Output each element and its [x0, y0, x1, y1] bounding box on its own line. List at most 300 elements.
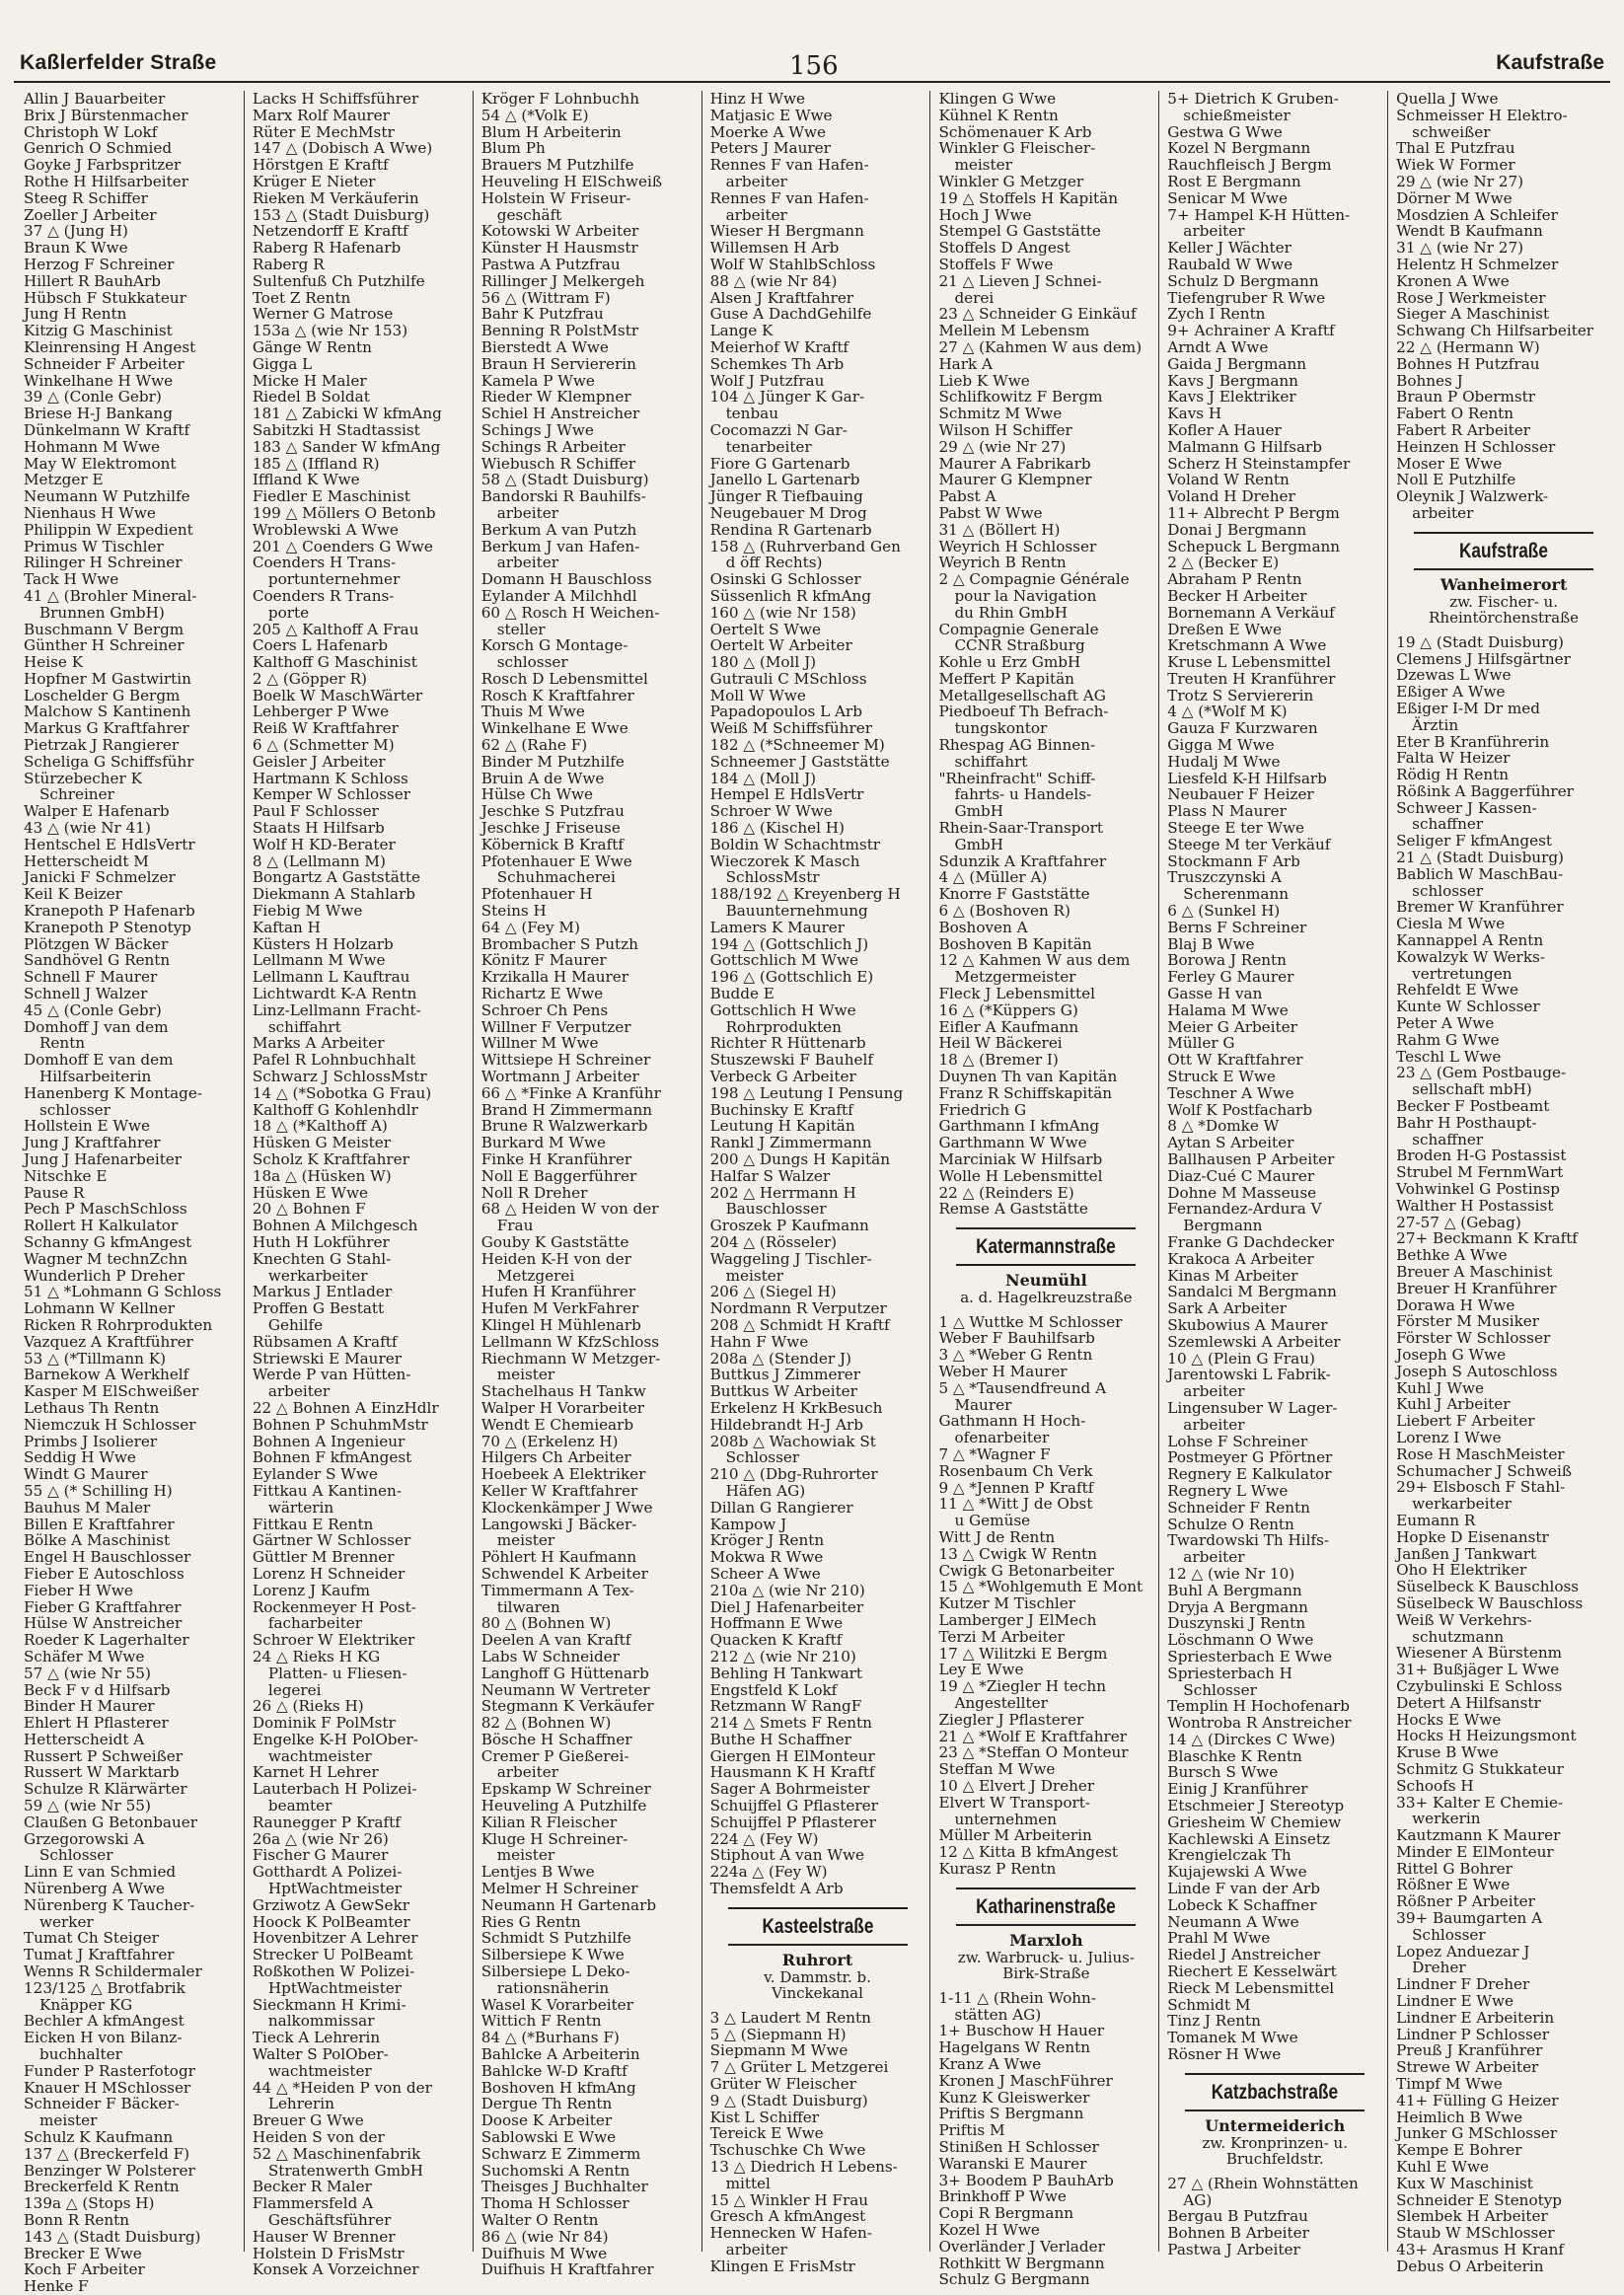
district-label: Neumühl: [1005, 1271, 1087, 1291]
list-item: Maurer G Klempner: [938, 471, 1092, 489]
list-item: Rankl J Zimmermann: [709, 1134, 872, 1152]
list-item: 64 △ (Fey M): [480, 918, 580, 936]
column-4: [702, 90, 931, 2275]
list-item: Braun K Wwe: [24, 239, 128, 258]
list-item: 186 △ (Kischel H): [709, 819, 845, 838]
list-item: 86 △ (wie Nr 84): [480, 2227, 609, 2246]
list-item: 41+ Fülling G Heizer: [1396, 2091, 1559, 2110]
list-item: Lauterbach H Polizei-: [252, 1780, 417, 1799]
list-item: Kowalzyk W Werks-: [1396, 947, 1545, 966]
list-item: Lobeck K Schaffner: [1167, 1895, 1317, 1914]
list-item: 5+ Dietrich K Gruben-: [1167, 90, 1339, 108]
list-item: Hark A: [938, 354, 993, 373]
list-item: Wasel K Vorarbeiter: [480, 1995, 633, 2014]
list-item: 204 △ (Rösseler): [709, 1232, 838, 1251]
list-item: Thuis M Wwe: [480, 703, 585, 721]
list-item: Oho H Elektriker: [1396, 1561, 1527, 1580]
list-item: Waranski E Maurer: [938, 2154, 1087, 2173]
list-item: Knechten G Stahl-: [252, 1249, 392, 1268]
list-item: Iffland K Wwe: [252, 471, 360, 489]
list-item: mittel: [725, 2174, 771, 2192]
list-item: Truszczynski A: [1167, 868, 1282, 887]
list-item: Wieczorek K Masch: [709, 851, 860, 870]
list-item: Ott W Kraftfahrer: [1167, 1051, 1303, 1070]
list-item: Pastwa A Putzfrau: [480, 255, 621, 273]
list-item: 205 △ Kalthoff A Frau: [252, 620, 419, 638]
list-item: Plass N Maurer: [1167, 802, 1287, 821]
list-item: 188/192 △ Kreyenberg H: [709, 885, 901, 904]
list-item: Debus O Arbeiterin: [1396, 2257, 1544, 2275]
list-item: 200 △ Dungs H Kapitän: [709, 1150, 890, 1168]
list-item: 15 △ Winkler H Frau: [709, 2190, 869, 2209]
list-item: 180 △ (Moll J): [709, 653, 817, 672]
list-item: Heil W Bäckerei: [938, 1034, 1063, 1053]
list-item: Budde E: [709, 985, 775, 1003]
list-item: Trotz S Serviererin: [1167, 686, 1314, 704]
list-item: meister: [725, 1266, 783, 1285]
district-label: Marxloh: [1009, 1930, 1083, 1950]
list-item: u Gemüse: [954, 1512, 1031, 1530]
list-item: Grziwotz A GewSekr: [252, 1895, 409, 1914]
list-item: Rilinger H Schreiner: [24, 554, 183, 572]
list-item: portunternehmer: [267, 570, 401, 589]
list-item: Metzgerei: [496, 1266, 575, 1285]
list-item: Brunnen GmbH): [39, 603, 165, 622]
list-item: 3 △ Laudert M Rentn: [709, 2008, 871, 2027]
list-item: Ziegler J Pflasterer: [938, 1710, 1084, 1729]
list-item: meister: [496, 1366, 555, 1384]
list-item: Raubald W Wwe: [1167, 255, 1293, 273]
list-item: Hoffmann E Wwe: [709, 1614, 844, 1633]
list-item: Schneider F Bäcker-: [24, 2095, 180, 2113]
list-item: Lamers K Maurer: [709, 918, 846, 936]
list-item: derei: [954, 288, 995, 307]
list-item: Rennes F van Hafen-: [709, 156, 869, 175]
list-item: Heinzen H Schlosser: [1396, 437, 1556, 456]
header-street-end: Kaufstraße: [1496, 51, 1604, 74]
list-item: Schings J Wwe: [480, 420, 594, 439]
list-item: Breckerfeld K Rentn: [24, 2178, 180, 2196]
list-item: Konsek A Vorzeichner: [252, 2260, 419, 2279]
list-item: 206 △ (Siegel H): [709, 1283, 837, 1301]
list-item: Fiedler E Maschinist: [252, 487, 410, 506]
page-number: 156: [789, 51, 839, 81]
list-item: Stuszewski F Bauhelf: [709, 1051, 873, 1070]
list-item: 55 △ (* Schilling H): [24, 1481, 173, 1500]
list-item: Schneider E Stenotyp: [1396, 2190, 1563, 2209]
list-item: 24 △ Rieks H KG: [252, 1647, 381, 1666]
list-item: Lopez Anduezar J: [1396, 1942, 1530, 1961]
list-item: Kalthoff G Maschinist: [252, 653, 417, 672]
list-item: Schlosser: [39, 1846, 113, 1865]
list-item: Lichtwardt K-A Rentn: [252, 985, 417, 1003]
list-item: Teschl L Wwe: [1396, 1047, 1502, 1066]
list-item: Raberg R Hafenarb: [252, 239, 402, 258]
list-item: Weyrich H Schlosser: [938, 537, 1097, 555]
list-item: 16 △ (*Küppers G): [938, 1000, 1078, 1019]
list-item: Meier G Arbeiter: [1167, 1017, 1297, 1036]
list-item: 3+ Boodem P BauhArb: [938, 2171, 1114, 2189]
list-item: Eßiger I-M Dr med: [1396, 699, 1540, 717]
list-item: Buthe H Schaffner: [709, 1730, 851, 1748]
list-item: Boshoven H kfmAng: [480, 2078, 636, 2097]
list-item: Beck F v d Hilfsarb: [24, 1680, 171, 1699]
list-item: Brune R Walzwerkarb: [480, 1117, 648, 1136]
list-item: tenbau: [725, 405, 779, 423]
list-item: Stockmann F Arb: [1167, 851, 1300, 870]
list-item: 18 △ (Bremer I): [938, 1051, 1059, 1070]
list-item: Hocks E Wwe: [1396, 1710, 1502, 1729]
list-item: beamter: [267, 1797, 332, 1815]
list-item: Claußen G Betonbauer: [24, 1813, 197, 1831]
list-item: Bahr K Putzfrau: [480, 305, 604, 324]
list-item: Nordmann R Verputzer: [709, 1299, 887, 1318]
list-item: Gaida J Bergmann: [1167, 354, 1307, 373]
list-item: Kinas M Arbeiter: [1167, 1266, 1298, 1285]
list-item: Dreher: [1412, 1959, 1466, 1977]
list-item: Fleck J Lebensmittel: [938, 985, 1095, 1003]
list-item: 7+ Hampel K-H Hütten-: [1167, 205, 1351, 224]
list-item: Pafel R Lohnbuchhalt: [252, 1051, 416, 1070]
list-item: 57 △ (wie Nr 55): [24, 1664, 151, 1682]
list-item: 39 △ (Conle Gebr): [24, 388, 162, 407]
list-item: Kitzig G Maschinist: [24, 322, 173, 340]
list-item: 196 △ (Gottschlich E): [709, 968, 874, 987]
list-item: Gathmann H Hoch-: [938, 1412, 1086, 1431]
list-item: schaffner: [1412, 815, 1484, 834]
list-item: Riedel J Anstreicher: [1167, 1946, 1321, 1964]
list-item: Sieger A Maschinist: [1396, 305, 1550, 324]
list-item: Marks A Arbeiter: [252, 1034, 385, 1053]
list-item: Duszynski J Rentn: [1167, 1614, 1306, 1633]
list-item: Tumat J Kraftfahrer: [24, 1946, 175, 1964]
list-item: Fittkau A Kantinen-: [252, 1481, 402, 1500]
list-item: Halfar S Walzer: [709, 1166, 831, 1185]
list-item: Lellmann W KfzSchloss: [480, 1332, 660, 1351]
list-item: Sark A Arbeiter: [1167, 1299, 1287, 1318]
list-item: Striewski E Maurer: [252, 1349, 402, 1368]
list-item: Schmidt S Putzhilfe: [480, 1929, 631, 1948]
list-item: Raunegger P Kraftf: [252, 1813, 401, 1831]
list-item: Schemkes Th Arb: [709, 354, 845, 373]
list-item: Kuhl J Arbeiter: [1396, 1395, 1511, 1414]
list-item: schlosser: [496, 653, 568, 672]
list-item: Mellein M Lebensm: [938, 322, 1090, 340]
list-item: buchhalter: [39, 2045, 122, 2064]
list-item: Buttkus W Arbeiter: [709, 1382, 857, 1401]
list-item: Schnell J Walzer: [24, 985, 148, 1003]
list-item: 82 △ (Bohnen W): [480, 1714, 612, 1733]
list-item: Lindner P Schlosser: [1396, 2025, 1550, 2043]
list-item: Hoock K PolBeamter: [252, 1912, 410, 1931]
list-item: Dryja A Bergmann: [1167, 1597, 1308, 1616]
list-item: Blum Ph: [480, 139, 546, 158]
list-item: Bergau B Putzfrau: [1167, 2207, 1308, 2226]
list-item: Oertelt S Wwe: [709, 620, 821, 638]
list-item: 224 △ (Fey W): [709, 1829, 819, 1848]
list-item: Templin H Hochofenarb: [1167, 1697, 1351, 1716]
list-item: Wroblewski A Wwe: [252, 520, 399, 539]
list-item: Copi R Bergmann: [938, 2204, 1074, 2223]
list-item: Könitz F Maurer: [480, 951, 607, 970]
list-item: Franke G Dachdecker: [1167, 1232, 1335, 1251]
list-item: Steege E ter Wwe: [1167, 819, 1305, 838]
list-item: Compagnie Generale: [938, 620, 1099, 638]
list-item: Garthmann W Wwe: [938, 1134, 1087, 1152]
list-item: rationsnäherin: [496, 1978, 610, 1997]
street-extent: Rheintörchenstraße: [1429, 609, 1580, 628]
list-item: Flammersfeld A: [252, 2194, 374, 2213]
list-item: Detert A Hilfsanstr: [1396, 1693, 1541, 1712]
list-item: Scherz H Steinstampfer: [1167, 454, 1351, 473]
list-item: Schroer W Wwe: [709, 802, 833, 821]
list-item: unternehmen: [954, 1810, 1058, 1828]
list-item: Gänge W Rentn: [252, 337, 372, 356]
list-item: Lehrerin: [267, 2095, 334, 2113]
list-item: Kilian R Fleischer: [480, 1813, 618, 1831]
column-7: [1388, 90, 1616, 2275]
list-item: Twardowski Th Hilfs-: [1167, 1531, 1329, 1550]
list-item: Remse A Gaststätte: [938, 1200, 1088, 1219]
list-item: Burkard M Wwe: [480, 1134, 606, 1152]
list-item: Weber H Maurer: [938, 1363, 1068, 1381]
list-item: schiffahrt: [954, 752, 1028, 771]
list-item: Keil K Beizer: [24, 885, 122, 904]
list-item: 70 △ (Erkelenz H): [480, 1432, 619, 1450]
list-item: Rose J Werkmeister: [1396, 288, 1546, 307]
list-item: Cwigk G Betonarbeiter: [938, 1561, 1115, 1580]
list-item: Joseph S Autoschloss: [1396, 1362, 1558, 1380]
list-item: Jung J Hafenarbeiter: [24, 1150, 183, 1168]
list-item: Broden H-G Postassist: [1396, 1147, 1567, 1165]
list-item: Berkum A van Putzh: [480, 520, 637, 539]
list-item: Bohnes H Putzfrau: [1396, 354, 1540, 373]
list-item: Weiß W Verkehrs-: [1396, 1610, 1532, 1629]
list-item: Stinißen H Schlosser: [938, 2137, 1099, 2156]
list-item: Heise K: [24, 653, 84, 672]
list-item: arbeiter: [1183, 1415, 1245, 1434]
list-item: Franz R Schiffskapitän: [938, 1083, 1113, 1102]
list-item: 13 △ Diedrich H Lebens-: [709, 2158, 898, 2177]
list-item: 11+ Albrecht P Bergm: [1167, 503, 1340, 522]
district-label: Ruhrort: [781, 1950, 853, 1969]
list-item: 7 △ *Wagner F: [938, 1445, 1051, 1464]
list-item: Kruse B Wwe: [1396, 1743, 1499, 1762]
list-item: Kavs H: [1167, 405, 1222, 423]
list-item: Ley E Wwe: [938, 1661, 1024, 1679]
list-item: geschäft: [496, 205, 562, 224]
column-3: [474, 90, 702, 2279]
list-item: Brinkhoff P Wwe: [938, 2187, 1067, 2206]
list-item: Domhoff J van dem: [24, 1017, 169, 1036]
list-item: Melmer H Schreiner: [480, 1880, 638, 1898]
list-item: Becker R Maler: [252, 2178, 372, 2196]
list-item: facharbeiter: [267, 1614, 363, 1633]
list-item: Lange K: [709, 322, 774, 340]
list-item: Fieber H Wwe: [24, 1581, 133, 1599]
list-item: Schwarz E Zimmerm: [480, 2144, 641, 2163]
list-item: Rothkitt W Bergmann: [938, 2254, 1105, 2272]
list-item: Maurer: [954, 1395, 1012, 1414]
street-heading: Kaufstraße: [1414, 532, 1593, 570]
list-item: Briese H-J Bankang: [24, 405, 173, 423]
list-item: 1+ Buschow H Hauer: [938, 2022, 1105, 2040]
list-item: Klockenkämper J Wwe: [480, 1498, 653, 1517]
list-item: Krengielczak Th: [1167, 1846, 1292, 1865]
list-item: Zych I Rentn: [1167, 305, 1266, 324]
list-item: Halama M Wwe: [1167, 1000, 1289, 1019]
list-item: Kasper M ElSchweißer: [24, 1382, 199, 1401]
list-item: Schuijffel G Pflasterer: [709, 1797, 878, 1815]
list-item: Dörner M Wwe: [1396, 188, 1513, 207]
list-item: Bauhus M Maler: [24, 1498, 151, 1517]
list-item: 80 △ (Bohnen W): [480, 1614, 612, 1633]
list-item: Knorre F Gaststätte: [938, 885, 1090, 904]
list-item: Rößner P Arbeiter: [1396, 1892, 1535, 1911]
list-item: schaffner: [1412, 1130, 1484, 1148]
list-item: Herzog F Schreiner: [24, 255, 175, 273]
list-item: Mosdzien A Schleifer: [1396, 205, 1558, 224]
list-item: fahrts- u Handels-: [954, 785, 1092, 804]
list-item: Oleynik J Walzwerk-: [1396, 487, 1549, 506]
list-item: Brauers M Putzhilfe: [480, 156, 634, 175]
list-item: Eter B Kranführerin: [1396, 732, 1550, 751]
list-item: 185 △ (Iffland R): [252, 454, 380, 473]
list-item: 43+ Arasmus H Kranf: [1396, 2241, 1565, 2259]
list-item: Metzgermeister: [954, 968, 1076, 987]
list-item: Jünger R Tiefbauing: [709, 487, 863, 506]
list-item: 6 △ (Schmetter M): [252, 736, 395, 755]
list-item: Bechler A kfmAngest: [24, 2012, 185, 2031]
list-item: Dzewas L Wwe: [1396, 666, 1512, 685]
list-item: d öff Rechts): [725, 554, 823, 572]
list-item: Strecker U PolBeamt: [252, 1946, 413, 1964]
list-item: schlosser: [39, 1100, 111, 1119]
list-item: Witt J de Rentn: [938, 1528, 1056, 1547]
list-item: 27 △ (Rhein Wohnstätten: [1167, 2174, 1359, 2192]
list-item: Waggeling J Tischler-: [709, 1249, 872, 1268]
list-item: Hörstgen E Kraftf: [252, 156, 389, 175]
list-item: Karnet H Lehrer: [252, 1763, 379, 1782]
list-item: 1-11 △ (Rhein Wohn-: [938, 1988, 1096, 2007]
list-item: Süselbeck W Bauschloss: [1396, 1593, 1584, 1612]
list-item: Timmermann A Tex-: [480, 1581, 634, 1599]
list-item: Kavs J Elektriker: [1167, 388, 1296, 407]
list-item: Lorenz J Kaufm: [252, 1581, 371, 1599]
list-item: 210a △ (wie Nr 210): [709, 1581, 865, 1599]
list-item: Stoffels D Angest: [938, 239, 1070, 258]
list-item: 68 △ Heiden W von der: [480, 1200, 659, 1219]
list-item: Diaz-Cué C Maurer: [1167, 1166, 1315, 1185]
list-item: Hauser W Brenner: [252, 2227, 396, 2246]
list-item: werker: [39, 1912, 94, 1931]
list-item: arbeiter: [496, 1763, 558, 1782]
list-item: Schumacher J Schweiß: [1396, 1461, 1573, 1480]
list-item: 4 △ (Müller A): [938, 868, 1048, 887]
list-item: 201 △ Coenders G Wwe: [252, 537, 433, 555]
list-item: Huth H Lokführer: [252, 1232, 390, 1251]
list-item: Lehberger P Wwe: [252, 703, 390, 721]
list-item: Helentz H Schmelzer: [1396, 255, 1559, 273]
list-item: Hahn F Wwe: [709, 1332, 809, 1351]
list-item: Ricken R Rohrprodukten: [24, 1315, 213, 1334]
list-item: Ferley G Maurer: [1167, 968, 1294, 987]
list-item: 1 △ Wuttke M Schlosser: [938, 1312, 1123, 1331]
list-item: Tack H Wwe: [24, 570, 119, 589]
list-item: Grüter W Fleischer: [709, 2075, 856, 2094]
street-heading: Katermannstraße: [956, 1227, 1136, 1266]
list-item: Noll E Baggerführer: [480, 1166, 637, 1185]
list-item: 212 △ (wie Nr 210): [709, 1647, 856, 1666]
column-2: [245, 90, 474, 2279]
list-item: ofenarbeiter: [954, 1429, 1050, 1447]
directory-columns: [16, 90, 1616, 2295]
list-item: Krakoca A Arbeiter: [1167, 1249, 1314, 1268]
list-item: Schulz D Bergmann: [1167, 271, 1319, 290]
list-item: Ballhausen P Arbeiter: [1167, 1150, 1335, 1168]
list-item: Noll E Putzhilfe: [1396, 471, 1516, 489]
list-item: Kranz A Wwe: [938, 2054, 1042, 2073]
list-item: Mokwa R Wwe: [709, 1548, 824, 1567]
list-item: Heiden K-H von der: [480, 1249, 631, 1268]
list-item: 84 △ (*Burhans F): [480, 2029, 620, 2047]
list-item: Küsters H Holzarb: [252, 934, 394, 953]
list-item: Lentjes B Wwe: [480, 1863, 595, 1882]
list-item: Walper H Vorarbeiter: [480, 1398, 644, 1417]
list-item: Wolf K Postfacharb: [1167, 1100, 1313, 1119]
list-item: Rhespag AG Binnen-: [938, 736, 1096, 755]
list-item: Kachlewski A Einsetz: [1167, 1829, 1330, 1848]
list-item: Coenders H Trans-: [252, 554, 397, 572]
list-item: Krüger E Nieter: [252, 172, 376, 190]
list-item: Piedboeuf Th Befrach-: [938, 703, 1109, 721]
list-item: Schings R Arbeiter: [480, 437, 626, 456]
list-item: SchlossMstr: [725, 868, 820, 887]
list-item: Schulz G Bergmann: [938, 2270, 1090, 2289]
list-item: Bahr H Posthaupt-: [1396, 1113, 1537, 1132]
list-item: Clemens J Hilfsgärtner: [1396, 649, 1571, 668]
list-item: Lieb K Wwe: [938, 371, 1030, 390]
list-item: Tumat Ch Steiger: [24, 1929, 159, 1948]
list-item: Strubel M FernmWart: [1396, 1163, 1564, 1182]
list-item: Riedel B Soldat: [252, 388, 370, 407]
list-item: Genrich O Schmied: [24, 139, 173, 158]
list-item: Gasse H van: [1167, 985, 1263, 1003]
list-item: schiffahrt: [267, 1017, 341, 1036]
list-item: sellschaft mbH): [1412, 1080, 1532, 1099]
list-item: Bohnen A Milchgesch: [252, 1217, 418, 1235]
list-item: Hildebrandt H-J Arb: [709, 1415, 863, 1434]
list-item: 12 △ Kitta B kfmAngest: [938, 1843, 1118, 1862]
list-item: Bohnen F kfmAngest: [252, 1448, 412, 1467]
list-item: Kozel N Bergmann: [1167, 139, 1311, 158]
list-item: Neumann A Wwe: [1167, 1912, 1299, 1931]
list-item: arbeiter: [725, 172, 787, 190]
list-item: Weiß M Schiffsführer: [709, 719, 872, 738]
list-item: Pöhlert H Kaufmann: [480, 1548, 637, 1567]
list-item: Engel H Bauschlosser: [24, 1548, 191, 1567]
list-item: Werner G Matrose: [252, 305, 394, 324]
list-item: Hovenbitzer A Lehrer: [252, 1929, 418, 1948]
list-item: Hetterscheidt M: [24, 851, 149, 870]
list-item: Schiel H Anstreicher: [480, 405, 640, 423]
list-item: Eßiger A Wwe: [1396, 683, 1506, 702]
list-item: 5 △ *Tausendfreund A: [938, 1378, 1107, 1397]
list-item: Hillert R BauhArb: [24, 271, 161, 290]
list-item: 31 △ (Böllert H): [938, 520, 1061, 539]
list-item: Liesfeld K-H Hilfsarb: [1167, 769, 1327, 787]
list-item: Gestwa G Wwe: [1167, 122, 1283, 141]
